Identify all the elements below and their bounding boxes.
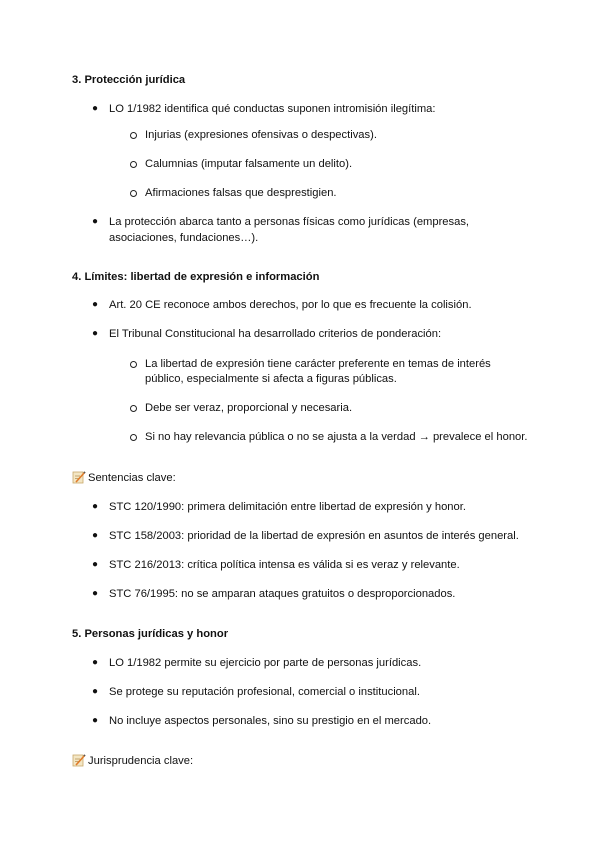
list-item: La protección abarca tanto a personas físicas como jurídicas (empresas, [109, 216, 470, 228]
list-item: LO 1/1982 identifica qué conductas suponen intromisión ilegítima: [109, 103, 436, 115]
bullet-dot: ● [92, 657, 99, 668]
bullet-dot: ● [92, 299, 99, 310]
list-item: STC 216/2013: crítica política intensa es válida si es veraz y relevante. [109, 559, 460, 571]
bullet-circle [130, 434, 137, 441]
list-item: STC 120/1990: primera delimitación entre libertad de expresión y honor. [109, 501, 466, 513]
bullet-dot: ● [92, 588, 99, 599]
bullet-circle [130, 405, 137, 412]
section-3-heading: 3. Protección jurídica [72, 74, 186, 86]
list-item: STC 76/1995: no se amparan ataques gratuitos o desproporcionados. [109, 588, 456, 600]
list-item-continuation: asociaciones, fundaciones…). [109, 232, 259, 244]
list-item: El Tribunal Constitucional ha desarrollado criterios de ponderación: [109, 328, 442, 340]
sentencias-label: Sentencias clave: [88, 472, 176, 484]
bullet-dot: ● [92, 103, 99, 114]
list-item: Art. 20 CE reconoce ambos derechos, por lo que es frecuente la colisión. [109, 299, 472, 311]
list-item: LO 1/1982 permite su ejercicio por parte de personas jurídicas. [109, 657, 422, 669]
bullet-dot: ● [92, 216, 99, 227]
bullet-dot: ● [92, 686, 99, 697]
memo-icon [72, 470, 86, 484]
bullet-circle [130, 132, 137, 139]
list-item: STC 158/2003: prioridad de la libertad de expresión en asuntos de interés general. [109, 530, 519, 542]
jurisprudencia-label: Jurisprudencia clave: [88, 755, 194, 767]
section-5-heading: 5. Personas jurídicas y honor [72, 628, 229, 640]
sub-list-item: Injurias (expresiones ofensivas o despectivas). [145, 129, 377, 141]
sub-list-item: Afirmaciones falsas que desprestigien. [145, 187, 337, 199]
bullet-circle [130, 190, 137, 197]
sub-list-item: Calumnias (imputar falsamente un delito). [145, 158, 353, 170]
memo-icon [72, 753, 86, 767]
bullet-dot: ● [92, 530, 99, 541]
bullet-dot: ● [92, 501, 99, 512]
list-item: No incluye aspectos personales, sino su prestigio en el mercado. [109, 715, 432, 727]
bullet-dot: ● [92, 328, 99, 339]
sub-list-item-continuation: público, especialmente si afecta a figuras públicas. [145, 373, 397, 385]
section-4-heading: 4. Límites: libertad de expresión e información [72, 271, 320, 283]
bullet-circle [130, 361, 137, 368]
sub-list-item: La libertad de expresión tiene carácter preferente en temas de interés [145, 358, 491, 370]
bullet-dot: ● [92, 715, 99, 726]
sub-list-item: Si no hay relevancia pública o no se ajusta a la verdad → prevalece el honor. [145, 431, 528, 443]
sub-list-item: Debe ser veraz, proporcional y necesaria. [145, 402, 353, 414]
list-item: Se protege su reputación profesional, comercial o institucional. [109, 686, 420, 698]
bullet-circle [130, 161, 137, 168]
bullet-dot: ● [92, 559, 99, 570]
